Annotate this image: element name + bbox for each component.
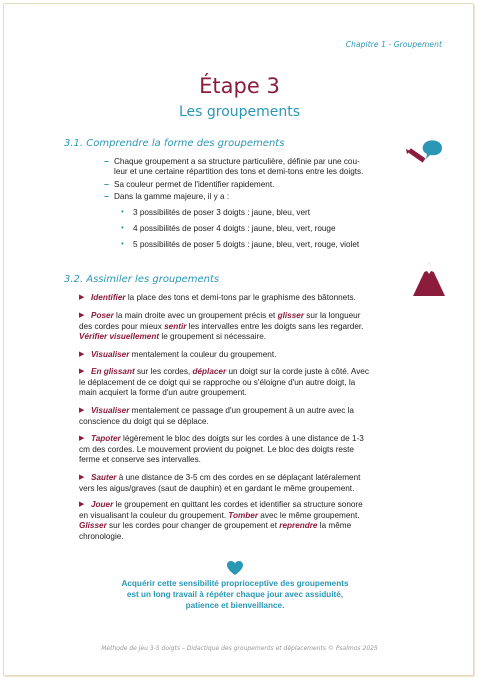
section-1-title: 3.1. Comprendre la forme des groupements <box>64 138 285 149</box>
dash-bullet: – <box>104 156 110 166</box>
s2-p5-line2: conscience du doigt qui se déplace. <box>79 417 209 426</box>
s2-p6-line1: Tapoter légèrement le bloc des doigts sur les cordes à une distance de 1-3 <box>91 434 364 443</box>
pencil-speech-bubble-icon <box>404 139 444 171</box>
s1-sub3: 5 possibilités de poser 5 doigts : jaune, bleu, vert, rouge, violet <box>133 240 360 249</box>
section-2-title: 3.2. Assimiler les groupements <box>64 274 220 285</box>
s1-item2: Sa couleur permet de l'identifier rapidement. <box>114 180 275 189</box>
s1-sub1: 3 possibilités de poser 3 doigts : jaune, bleu, vert <box>133 208 311 217</box>
arrow-bullet-icon: ▶ <box>79 351 85 358</box>
s1-item3: Dans la gamme majeure, il y a : <box>114 192 230 201</box>
s2-p3: Visualiser mentalement la couleur du groupement. <box>91 350 277 359</box>
s2-p2-line1: Poser la main droite avec un groupement précis et glisser sur la longueur <box>91 311 361 320</box>
s2-p7-line2: vers les aigus/graves (saut de dauphin) et en gardant le même groupement. <box>79 484 355 493</box>
arrow-bullet-icon: ▶ <box>79 474 85 481</box>
closing-quote <box>100 578 370 611</box>
arrow-bullet-icon: ▶ <box>79 501 85 508</box>
s1-item1-line2: leur et une certaine répartition des tons et demi-tons entre les doigts. <box>114 167 364 176</box>
s2-p7-line1: Sauter à une distance de 3-5 cm des cordes en se déplaçant latéralement <box>91 473 361 482</box>
page-title: Étape 3 <box>199 74 280 98</box>
arrow-bullet-icon: ▶ <box>79 368 85 375</box>
page-subtitle: Les groupements <box>178 104 301 120</box>
s2-p6-line2: cm des cordes. Le mouvement provient du poignet. Le bloc des doigts reste <box>79 445 354 454</box>
dot-bullet: • <box>121 207 124 216</box>
quote-line-1: Acquérir cette sensibilité proprioceptive des groupements <box>121 579 349 588</box>
s2-p1: Identifier la place des tons et demi-tons par le graphisme des bâtonnets. <box>91 293 356 302</box>
s2-p2-line3: Vérifier visuellement le groupement si nécessaire. <box>79 332 267 341</box>
arrow-bullet-icon: ▶ <box>79 435 85 442</box>
s2-p8-line4: chronologie. <box>79 532 124 541</box>
s1-item1-line1: Chaque groupement a sa structure particulière, définie par une cou- <box>114 157 360 166</box>
dot-bullet: • <box>121 223 124 232</box>
s2-p4-line1: En glissant sur les cordes, déplacer un doigt sur la corde juste à côté. Avec <box>91 367 369 376</box>
heart-icon <box>226 560 244 576</box>
arrow-bullet-icon: ▶ <box>79 294 85 301</box>
s2-p6-line3: ferme et conserve ses intervalles. <box>79 455 201 464</box>
dash-bullet: – <box>104 191 110 201</box>
s2-p8-line3: Glisser sur les cordes pour changer de groupement et reprendre la même <box>79 521 352 530</box>
dot-bullet: • <box>121 239 124 248</box>
s2-p8-line2: en visualisant la couleur du groupement. Tomber avec le même groupement. <box>79 511 360 520</box>
s2-p2-line2: des cordes pour mieux sentir les intervalles entre les doigts sans les regarder. <box>79 322 364 331</box>
s2-p8-line1: Jouer le groupement en quittant les cordes et identifier sa structure sonore <box>91 500 363 509</box>
s1-sub2: 4 possibilités de poser 4 doigts : jaune, bleu, vert, rouge <box>133 224 336 233</box>
page-footer: Méthode de jeu 3-5 doigts – Didactique des groupements et déplacements © Psalmos 2025 <box>101 645 378 652</box>
arrow-bullet-icon: ▶ <box>79 407 85 414</box>
s2-p5-line1: Visualiser mentalement ce passage d'un groupement à un autre avec la <box>91 406 354 415</box>
chapter-header: Chapitre 1 - Groupement <box>345 40 442 49</box>
s2-p4-line2: le déplacement de ce doigt qui se rapproche ou s'éloigne d'un autre doigt, la <box>79 378 356 387</box>
s2-p4-line3: main acquiert la forme d'un autre groupement. <box>79 388 247 397</box>
quote-line-3: patience et bienveillance. <box>185 601 285 610</box>
arrow-bullet-icon: ▶ <box>79 312 85 319</box>
mountain-icon <box>412 261 446 297</box>
quote-line-2: est un long travail à répéter chaque jour avec assiduité, <box>126 590 344 599</box>
dash-bullet: – <box>104 179 110 189</box>
